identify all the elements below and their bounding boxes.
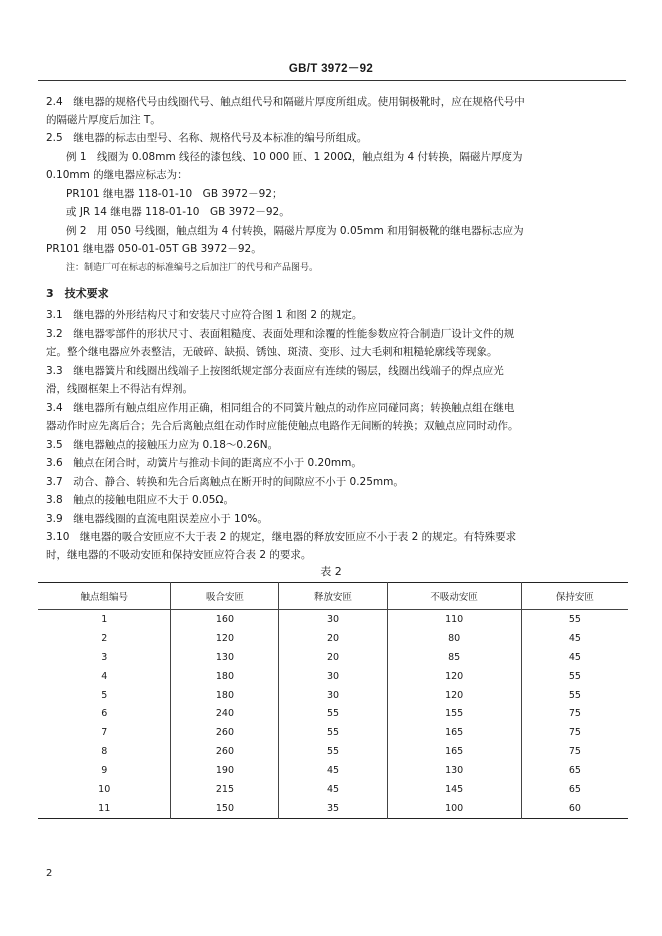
example-2-line-2: PR101 继电器 050-01-05T GB 3972－92。 <box>46 243 262 255</box>
col-header-hold-ampere-turns: 保持安匝 <box>521 583 628 610</box>
clause-3-3-line-1: 3.3 继电器簧片和线圈出线端子上按图纸规定部分表面应有连续的锡层，线圈出线端子的焊点应光 <box>46 365 504 377</box>
cell: 110 <box>387 610 521 629</box>
col-header-non-pickup-ampere-turns: 不吸动安匝 <box>387 583 521 610</box>
cell: 55 <box>279 723 387 742</box>
col-header-release-ampere-turns: 释放安匝 <box>279 583 387 610</box>
cell: 150 <box>171 799 279 818</box>
example-1-line-1: 例 1 线圈为 0.08mm 线径的漆包线、10 000 匝、1 200Ω，触点组为 4 付转换，隔磁片厚度为 <box>66 151 523 163</box>
clause-3-4-line-2: 器动作时应先离后合；先合后离触点组在动作时应能使触点电路作无间断的转换；双触点应同时动作。 <box>46 420 519 432</box>
clause-3-2-line-2: 定。整个继电器应外表整洁，无破碎、缺损、锈蚀、斑渍、变形、过大毛刺和粗糙轮廓线等现象。 <box>46 346 498 358</box>
cell: 65 <box>521 780 628 799</box>
table-2 <box>38 582 628 819</box>
standard-code-header: GB/T 3972－92 <box>288 63 374 75</box>
cell: 20 <box>279 648 387 667</box>
cell: 75 <box>521 704 628 723</box>
clause-3-9: 3.9 继电器线圈的直流电阻误差应小于 10%。 <box>46 513 268 525</box>
clause-3-8: 3.8 触点的接触电阻应不大于 0.05Ω。 <box>46 494 234 506</box>
clause-2-5: 2.5 继电器的标志由型号、名称、规格代号及本标准的编号所组成。 <box>46 132 368 144</box>
cell: 60 <box>521 799 628 818</box>
clause-3-3-line-2: 滑，线圈框架上不得沾有焊剂。 <box>46 383 193 395</box>
cell: 180 <box>171 686 279 705</box>
table-row <box>38 648 628 667</box>
cell: 215 <box>171 780 279 799</box>
cell: 35 <box>279 799 387 818</box>
cell: 260 <box>171 723 279 742</box>
table-row <box>38 704 628 723</box>
cell: 130 <box>387 761 521 780</box>
cell: 30 <box>279 686 387 705</box>
table-row <box>38 667 628 686</box>
cell: 165 <box>387 723 521 742</box>
cell: 85 <box>387 648 521 667</box>
clause-3-1: 3.1 继电器的外形结构尺寸和安装尺寸应符合图 1 和图 2 的规定。 <box>46 309 363 321</box>
cell: 6 <box>101 708 108 720</box>
cell: 45 <box>279 761 387 780</box>
cell: 100 <box>387 799 521 818</box>
cell: 240 <box>171 704 279 723</box>
cell: 120 <box>387 686 521 705</box>
cell: 55 <box>521 610 628 629</box>
table-row <box>38 686 628 705</box>
cell: 260 <box>171 742 279 761</box>
table-row <box>38 780 628 799</box>
cell: 5 <box>101 689 108 701</box>
clause-2-4-line-1: 2.4 继电器的规格代号由线圈代号、触点组代号和隔磁片厚度所组成。使用铜极靴时，应在规格代号中 <box>46 96 525 108</box>
table-row <box>38 610 628 629</box>
cell: 9 <box>101 765 108 777</box>
cell: 55 <box>521 667 628 686</box>
cell: 190 <box>171 761 279 780</box>
cell: 120 <box>171 629 279 648</box>
cell: 30 <box>279 667 387 686</box>
example-1-marking-1: PR101 继电器 118-01-10 GB 3972－92； <box>66 188 283 200</box>
cell: 3 <box>101 651 108 663</box>
col-header-contact-group: 触点组编号 <box>38 583 171 610</box>
cell: 45 <box>521 629 628 648</box>
table-row <box>38 629 628 648</box>
cell: 130 <box>171 648 279 667</box>
header-rule <box>38 80 626 81</box>
cell: 55 <box>279 742 387 761</box>
table-header-row <box>38 583 628 610</box>
col-header-pickup-ampere-turns: 吸合安匝 <box>171 583 279 610</box>
cell: 2 <box>101 632 108 644</box>
cell: 10 <box>98 783 111 795</box>
note: 注：制造厂可在标志的标准编号之后加注厂的代号和产品图号。 <box>66 263 319 273</box>
clause-3-2-line-1: 3.2 继电器零部件的形状尺寸、表面粗糙度、表面处理和涂覆的性能参数应符合制造厂设计文件的规 <box>46 328 515 340</box>
table-row <box>38 799 628 818</box>
cell: 75 <box>521 723 628 742</box>
clause-3-6: 3.6 触点在闭合时，动簧片与推动卡间的距离应不小于 0.20mm。 <box>46 457 362 469</box>
cell: 4 <box>101 670 108 682</box>
cell: 20 <box>279 629 387 648</box>
clause-3-10-line-2: 时，继电器的不吸动安匝和保持安匝应符合表 2 的要求。 <box>46 549 312 561</box>
table-caption: 表 2 <box>320 565 342 578</box>
clause-2-4-line-2: 的隔磁片厚度后加注 T。 <box>46 114 161 126</box>
section-3-heading: 3 技术要求 <box>46 287 109 300</box>
cell: 11 <box>98 802 111 814</box>
cell: 145 <box>387 780 521 799</box>
cell: 165 <box>387 742 521 761</box>
cell: 55 <box>521 686 628 705</box>
cell: 75 <box>521 742 628 761</box>
clause-3-10-line-1: 3.10 继电器的吸合安匝应不大于表 2 的规定，继电器的释放安匝应不小于表 2 的规定。有特殊要求 <box>46 531 517 543</box>
cell: 45 <box>279 780 387 799</box>
page-number: 2 <box>46 868 53 879</box>
cell: 120 <box>387 667 521 686</box>
cell: 80 <box>387 629 521 648</box>
cell: 180 <box>171 667 279 686</box>
cell: 7 <box>101 727 108 739</box>
example-1-marking-2: 或 JR 14 继电器 118-01-10 GB 3972－92。 <box>66 206 290 218</box>
clause-3-7: 3.7 动合、静合、转换和先合后离触点在断开时的间隙应不小于 0.25mm。 <box>46 476 404 488</box>
table-row <box>38 723 628 742</box>
cell: 30 <box>279 610 387 629</box>
table-row <box>38 761 628 780</box>
cell: 155 <box>387 704 521 723</box>
clause-3-4-line-1: 3.4 继电器所有触点组应作用正确，相同组合的不同簧片触点的动作应同碰同离；转换触点组在继电 <box>46 402 515 414</box>
table-row <box>38 742 628 761</box>
cell: 160 <box>171 610 279 629</box>
cell: 8 <box>101 746 108 758</box>
cell: 65 <box>521 761 628 780</box>
cell: 55 <box>279 704 387 723</box>
clause-3-5: 3.5 继电器触点的接触压力应为 0.18～0.26N。 <box>46 439 279 451</box>
example-2-line-1: 例 2 用 050 号线圈，触点组为 4 付转换，隔磁片厚度为 0.05mm 和用铜极靴的继电器标志应为 <box>66 225 524 237</box>
example-1-line-2: 0.10mm 的继电器应标志为： <box>46 169 188 181</box>
cell: 1 <box>101 613 108 625</box>
cell: 45 <box>521 648 628 667</box>
